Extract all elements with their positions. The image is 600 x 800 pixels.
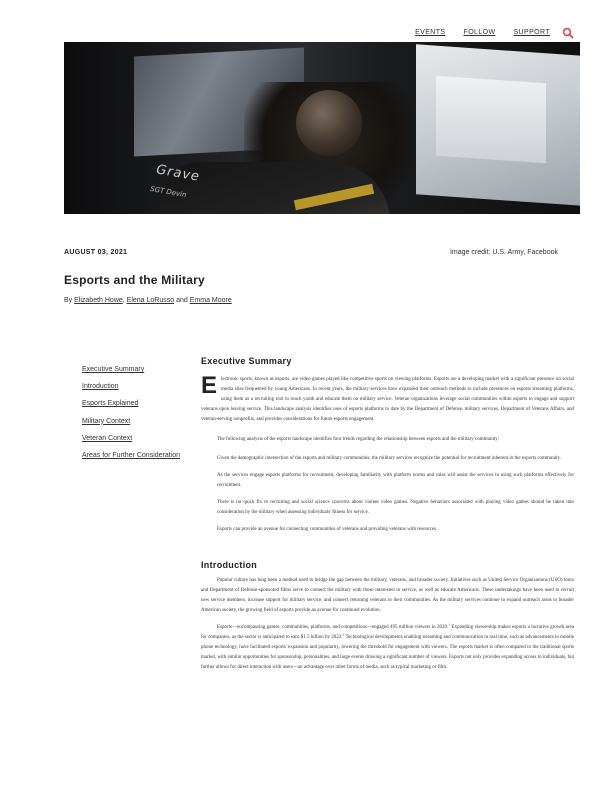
exec-summary-intro [201, 372, 574, 425]
footnote-link[interactable]: 2 [342, 632, 345, 637]
hero-jersey-text: Grave [155, 162, 202, 185]
trend-item: As the services engage esports platforms for recruitment, developing familiarity with platform norms and rules will assist the services in using such platforms effectively for recruitment. [217, 473, 574, 488]
trend-item: Given the demographic intersection of the esports and military communities, the military services recognize the potential for recruitment inherent in the esports community. [217, 456, 562, 461]
nav-follow-link[interactable]: FOLLOW [463, 28, 496, 36]
table-of-contents [82, 365, 182, 468]
toc-link-executive-summary[interactable]: Executive Summary [82, 366, 145, 373]
trend-item: Esports can provide an avenue for connecting communities of veterans and providing veterans with resources. [217, 527, 438, 532]
toc-link-introduction[interactable]: Introduction [82, 383, 119, 391]
author-link[interactable]: Elizabeth Howe [74, 297, 123, 304]
hero-jersey-subtext: SGT Devin [149, 184, 188, 200]
introduction-paragraph [201, 623, 574, 673]
nav-support-link[interactable]: SUPPORT [513, 28, 550, 36]
exec-summary-trends-intro: The following analysis of the esports landscape identifies four trends regarding the relationship between esports and the military community: [217, 437, 500, 442]
author-link[interactable]: Emma Moore [189, 297, 232, 304]
hero-image [64, 42, 580, 214]
section-heading-executive-summary: Executive Summary [201, 356, 292, 366]
toc-link-esports-explained[interactable]: Esports Explained [82, 400, 139, 408]
footnote-link[interactable]: 1 [448, 622, 450, 627]
author-link[interactable]: Elena LoRusso [126, 297, 175, 304]
toc-link-veteran-context[interactable]: Veteran Context [82, 434, 133, 442]
top-nav [397, 26, 574, 38]
intro-text: Expanding viewership makes esports a lucrative growth area for companies, as the sector is anticipated to earn $1.5 billion by 2023. [201, 625, 574, 640]
nav-events-link[interactable]: EVENTS [415, 28, 446, 36]
article-body [201, 356, 574, 673]
toc-link-further-consideration[interactable]: Areas for Further Consideration [82, 451, 181, 459]
image-credit: Image credit: U.S. Army, Facebook [449, 249, 558, 256]
drop-cap: E [201, 372, 218, 399]
introduction-paragraph: Popular culture has long been a method used to bridge the gap between the military, veterans, and broader society. Initiatives such as United Service Organizations (USO) tours and Department of Defense-sponsored films serve to connect the military with those interested in service, as well as educate Americans. These undertakings have been used to recruit new service members, increase support for military service, and connect returning veterans to their communities. As the military services continue to expand outreach areas to broader American society, the growing field of esports provide an avenue for continued evolution. [201, 578, 574, 613]
byline-prefix: By [64, 297, 73, 304]
page-title: Esports and the Military [64, 273, 205, 287]
exec-summary-paragraph: lectronic sports, known as esports, are video games played like competitive sports on viewing platforms. Esports are a developing market with a significant presence on social media sites frequented by young Americans. In recent years, the military services have expanded their outreach methods to include presences on esports streaming platforms, using them as a recruiting tool to reach youth and educate them on military service. Veteran organizations leverage social communities within esports to engage and support veterans upon leaving service. This landscape analysis identifies uses of esports platforms to date by the Department of Defense, military services, Department of Veterans Affairs, and veteran-serving nonprofits, and provides considerations for future esports engagement. [201, 377, 574, 422]
intro-text: Esports—encompassing games, communities, platforms, and competitions—engaged 495 million viewers in 2020. [217, 625, 449, 630]
article-date: AUGUST 03, 2021 [64, 249, 128, 256]
intro-text: Technological developments enabling streaming and communication in real time, such as advancements in mobile phone technology, have facilitated esports' expansion and popularity, lowering the threshold for engagement with viewers. The esports market is often compared to the traditional sports market, with similar opportunities for sponsorship, personalities, and large events drawing a significant number of viewers. Esports not only provides expanding access to individuals, but further allows for direct interaction with users—an advantage over other forms of media, such as typical marketing or film. [201, 635, 574, 670]
byline-and: and [176, 297, 188, 304]
search-icon[interactable] [562, 26, 574, 38]
byline: By Elizabeth Howe, Elena LoRusso and Emma Moore [64, 297, 232, 304]
hero-head [296, 90, 362, 156]
toc-link-military-context[interactable]: Military Context [82, 417, 131, 425]
hero-monitor-right [416, 44, 580, 206]
section-heading-introduction: Introduction [201, 560, 258, 570]
trend-item: There is no quick fix to recruiting and social science concerns about violent video games. Negative behaviors associated with playing video games should be taken into consideration by the military when assessing individuals' fitness for service. [217, 500, 574, 515]
trends-list [201, 454, 574, 535]
